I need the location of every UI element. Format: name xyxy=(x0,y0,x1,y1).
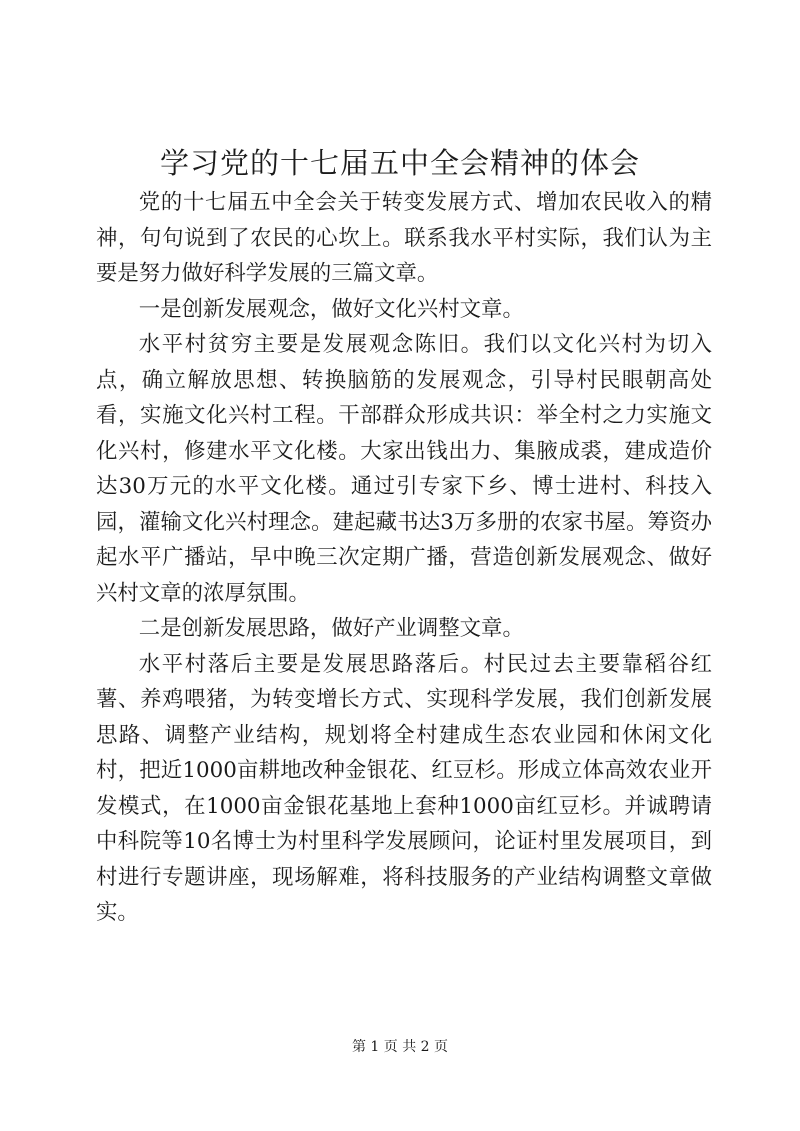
paragraph-culture: 水平村贫穷主要是发展观念陈旧。我们以文化兴村为切入点，确立解放思想、转换脑筋的发展观念，引导村民眼朝高处看，实施文化兴村工程。干部群众形成共识：举全村之力实施文化兴村，修建水平文化楼。大家出钱出力、集腋成裘，建成造价达30万元的水平文化楼。通过引专家下乡、博士进村、科技入园，灌输文化兴村理念。建起藏书达3万多册的农家书屋。筹资办起水平广播站，早中晚三次定期广播，营造创新发展观念、做好兴村文章的浓厚氛围。 xyxy=(96,332,712,606)
document-body xyxy=(96,185,712,931)
document-title: 学习党的十七届五中全会精神的体会 xyxy=(159,146,640,180)
paragraph-industry: 水平村落后主要是发展思路落后。村民过去主要靠稻谷红薯、养鸡喂猪，为转变增长方式、实现科学发展，我们创新发展思路、调整产业结构，规划将全村建成生态农业园和休闲文化村，把近1000亩耕地改种金银花、红豆杉。形成立体高效农业开发模式，在1000亩金银花基地上套种1000亩红豆杉。并诚聘请中科院等10名博士为村里科学发展顾问，论证村里发展项目，到村进行专题讲座，现场解难，将科技服务的产业结构调整文章做实。 xyxy=(96,651,712,925)
paragraph-intro: 党的十七届五中全会关于转变发展方式、增加农民收入的精神，句句说到了农民的心坎上。联系我水平村实际，我们认为主要是努力做好科学发展的三篇文章。 xyxy=(96,190,712,286)
page-footer: 第 1 页 共 2 页 xyxy=(351,1039,449,1055)
paragraph-heading-2: 二是创新发展思路，做好产业调整文章。 xyxy=(138,616,524,641)
paragraph-heading-1: 一是创新发展观念，做好文化兴村文章。 xyxy=(138,296,524,322)
